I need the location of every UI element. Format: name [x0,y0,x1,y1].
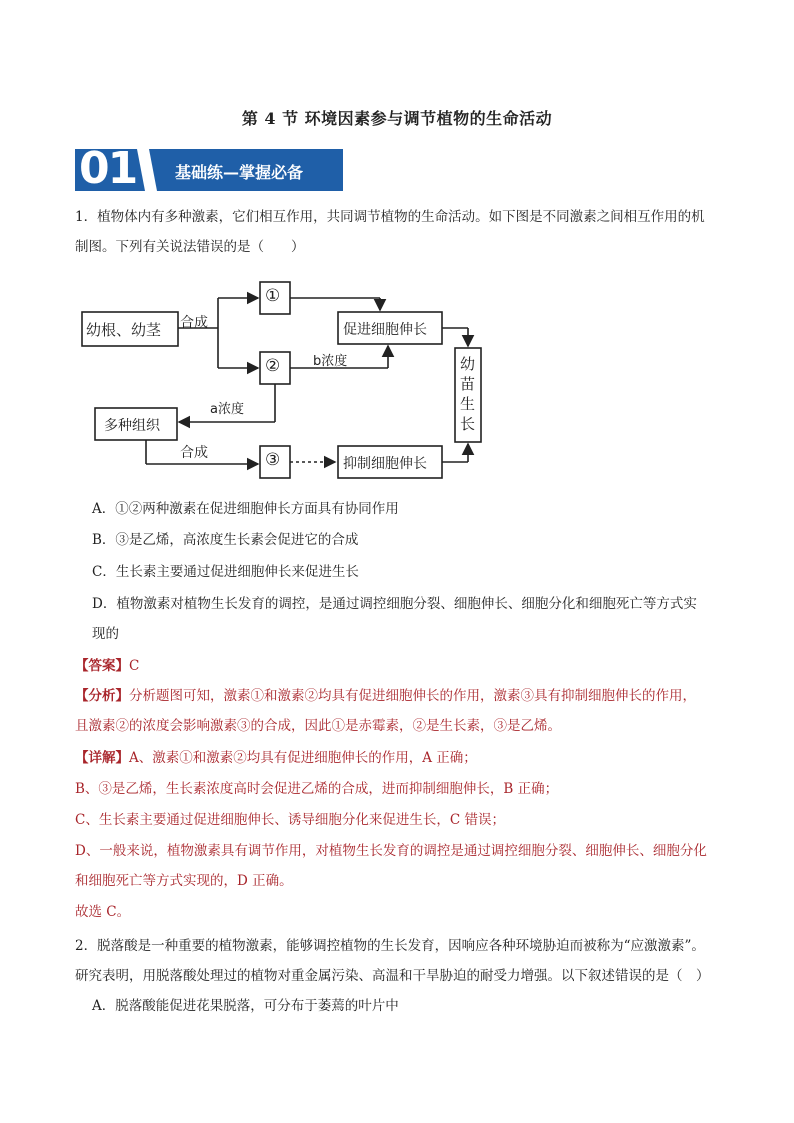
answer-label: 【答案】 [75,658,129,674]
q1-detail-a [75,744,725,773]
detail-label: 【详解】 [75,750,129,766]
detail-a-text: A、激素①和激素②均具有促进细胞伸长的作用，A 正确； [129,750,477,766]
box-tissue: 多种组织 [104,418,160,434]
box-inhibit: 抑制细胞伸长 [343,456,427,472]
q2-option-a: A．脱落酸能促进花果脱落，可分布于萎蔫的叶片中 [92,998,399,1014]
page-title: 第 4 节 环境因素参与调节植物的生命活动 [241,109,553,128]
box-hormone-1: ① [265,286,281,306]
q1-option-d-line2: 现的 [92,626,119,642]
q1-analysis-line2: 且激素②的浓度会影响激素③的合成，因此①是赤霉素，②是生长素，③是乙烯。 [75,718,561,734]
label-a-concentration: a浓度 [210,402,244,417]
banner-number: 01 [79,143,137,194]
analysis-label: 【分析】 [75,688,129,704]
section-banner [75,143,343,194]
hormone-diagram [70,270,510,490]
label-synthesis-2: 合成 [180,445,208,461]
box-seedling-growth: 幼 苗 生 长 [460,355,476,433]
q1-stem-line1: 1．植物体内有多种激素，它们相互作用，共同调节植物的生命活动。如下图是不同激素之间相互作用的机 [75,209,705,225]
q1-answer [75,652,725,681]
q1-detail-d-line2: 和细胞死亡等方式实现的，D 正确。 [75,873,293,889]
label-synthesis-1: 合成 [180,315,208,331]
q1-detail-b: B、③是乙烯，生长素浓度高时会促进乙烯的合成，进而抑制细胞伸长，B 正确； [75,781,559,797]
q2-stem-line1: 2．脱落酸是一种重要的植物激素，能够调控植物的生长发育，因响应各种环境胁迫而被称为“应激激素”。 [75,938,705,954]
box-root: 幼根、幼茎 [86,321,162,339]
q2-stem-line2: 研究表明，用脱落酸处理过的植物对重金属污染、高温和干旱胁迫的耐受力增强。以下叙述错误的是（ ） [75,968,710,984]
q1-option-b: B．③是乙烯，高浓度生长素会促进它的合成 [92,532,359,548]
q1-analysis-line1 [75,682,725,711]
label-b-concentration: b浓度 [313,354,348,369]
answer-value: C [129,658,140,674]
banner-text: 基础练—掌握必备 [175,163,304,182]
q1-option-a: A．①②两种激素在促进细胞伸长方面具有协同作用 [92,501,399,517]
q1-stem-line2: 制图。下列有关说法错误的是（ ） [75,239,305,255]
q1-detail-d-line1: D、一般来说，植物激素具有调节作用，对植物生长发育的调控是通过调控细胞分裂、细胞伸长、细胞分化 [75,843,707,859]
analysis-text-1: 分析题图可知，激素①和激素②均具有促进细胞伸长的作用，激素③具有抑制细胞伸长的作用， [129,688,696,704]
q1-detail-c: C、生长素主要通过促进细胞伸长、诱导细胞分化来促进生长，C 错误； [75,812,505,828]
q1-choose: 故选 C。 [75,904,131,920]
box-hormone-3: ③ [265,450,281,470]
q1-option-c: C．生长素主要通过促进细胞伸长来促进生长 [92,564,359,580]
box-promote: 促进细胞伸长 [343,322,427,338]
box-hormone-2: ② [265,356,281,376]
q1-option-d-line1: D．植物激素对植物生长发育的调控，是通过调控细胞分裂、细胞伸长、细胞分化和细胞死亡等方式实 [92,596,697,612]
